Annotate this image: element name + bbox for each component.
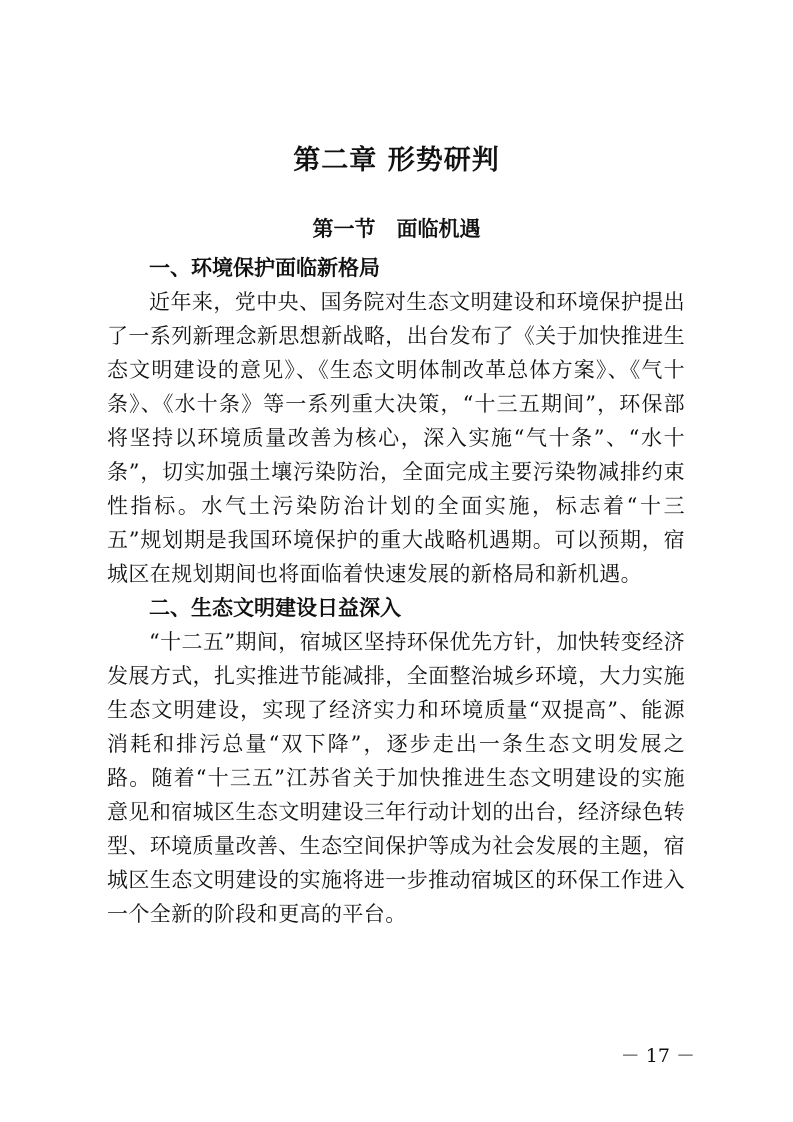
subsection-heading-ecological: 二、生态文明建设日益深入 — [149, 596, 401, 620]
paragraph-environment: 近年来，党中央、国务院对生态文明建设和环境保护提出了一系列新理念新思想新战略，出台发布了《关于加快推进生态文明建设的意见》、《生态文明体制改革总体方案》、《气十条》、《水十条》等一系列重大决策，“十三五期间”，环保部将坚持以环境质量改善为核心，深入实施“气十条”、“水十条”，切实加强土壤污染防治，全面完成主要污染物减排约束性指标。水气土污染防治计划的全面实施，标志着“十三五”规划期是我国环境保护的重大战略机遇期。可以预期，宿城区在规划期间也将面临着快速发展的新格局和新机遇。 — [107, 290, 685, 586]
page-number: － 17 － — [620, 1045, 695, 1067]
document-body — [107, 251, 685, 931]
subsection-heading-environment: 一、环境保护面临新格局 — [149, 256, 380, 280]
section-title: 第一节 面临机遇 — [312, 216, 481, 241]
paragraph-ecological: “十二五”期间，宿城区坚持环保优先方针，加快转变经济发展方式，扎实推进节能减排，全面整治城乡环境，大力实施生态文明建设，实现了经济实力和环境质量“双提高”、能源消耗和排污总量“双下降”，逐步走出一条生态文明发展之路。随着“十三五”江苏省关于加快推进生态文明建设的实施意见和宿城区生态文明建设三年行动计划的出台，经济绿色转型、环境质量改善、生态空间保护等成为社会发展的主题，宿城区生态文明建设的实施将进一步推动宿城区的环保工作进入一个全新的阶段和更高的平台。 — [107, 630, 685, 926]
chapter-title: 第二章 形势研判 — [293, 145, 500, 176]
